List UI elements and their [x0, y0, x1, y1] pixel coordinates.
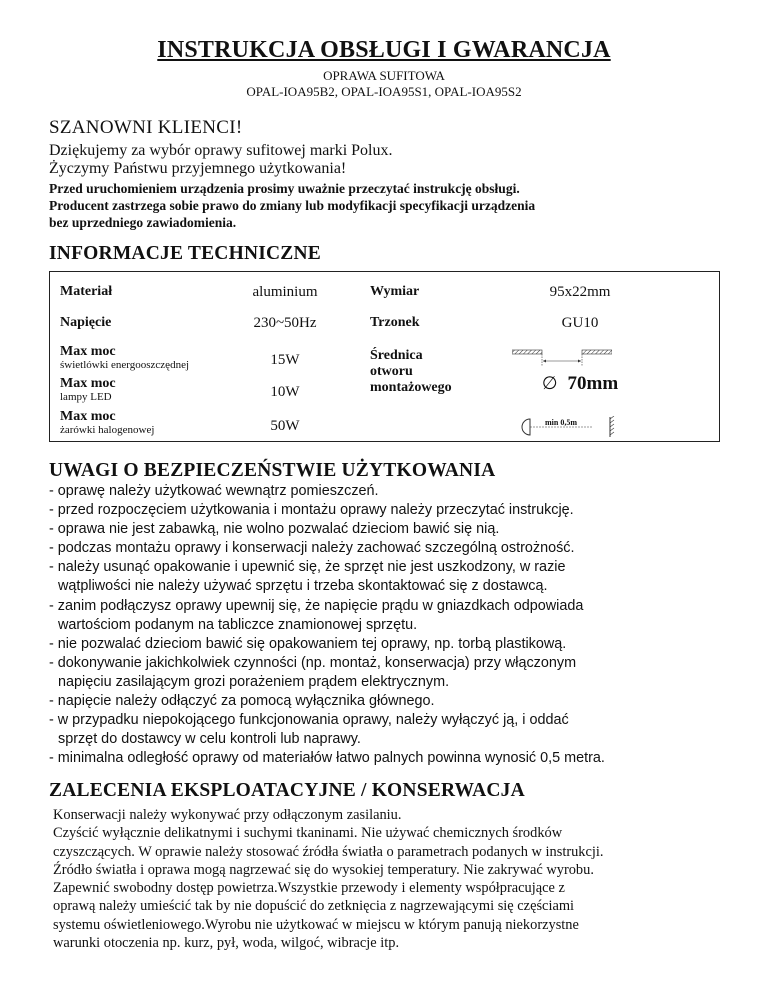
max-power-sub: żarówki halogenowej: [60, 424, 155, 436]
list-item: - podczas montażu oprawy i konserwacji należy zachować szczególną ostrożność.: [49, 540, 575, 557]
hole-label-line: otworu: [370, 364, 413, 379]
material-label: Materiał: [60, 284, 113, 299]
list-item: - dokonywanie jakichkolwiek czynności (np. montaż, konserwacja) przy włączonym: [49, 654, 577, 671]
list-item: - przed rozpoczęciem użytkowania i montażu oprawy należy przeczytać instrukcję.: [49, 502, 574, 519]
socket-value: GU10: [561, 315, 599, 331]
note-line: Producent zastrzega sobie prawo do zmiany lub modyfikacji specyfikacji urządzenia: [49, 198, 536, 213]
dimension-label: Wymiar: [370, 284, 420, 299]
maintenance-text: [53, 806, 753, 952]
paragraph-line: Konserwacji należy wykonywać przy odłączonym zasilaniu.: [53, 807, 402, 823]
max-power-led: [60, 377, 116, 403]
max-power-sub: lampy LED: [60, 391, 112, 403]
max-power-label: Max moc: [60, 344, 116, 359]
list-item: napięciu zasilającym grozi porażeniem prądem elektrycznym.: [58, 673, 450, 690]
list-item: - napięcie należy odłączyć za pomocą wyłącznika głównego.: [49, 693, 435, 710]
important-note: [49, 180, 729, 231]
list-item: - minimalna odległość oprawy od materiałów łatwo palnych powinna wynosić 0,5 metra.: [49, 750, 605, 767]
page-title: INSTRUKCJA OBSŁUGI I GWARANCJA: [157, 37, 611, 63]
list-item: - oprawa nie jest zabawką, nie wolno pozwalać dzieciom bawić się nią.: [49, 521, 500, 538]
max-power-label: Max moc: [60, 376, 116, 391]
tech-heading: INFORMACJE TECHNICZNE: [49, 243, 321, 264]
max-power-cfl-value: 15W: [270, 352, 300, 368]
max-power-cfl: [60, 345, 189, 371]
voltage-value: 230~50Hz: [253, 315, 317, 331]
max-power-halogen: [60, 410, 154, 436]
list-item: sprzęt do dostawcy w celu kontroli lub naprawy.: [58, 731, 361, 748]
list-item: wartościom podanym na tabliczce znamionowej sprzętu.: [58, 616, 418, 633]
list-item: - nie pozwalać dzieciom bawić się opakowaniem tej oprawy, np. torbą plastikową.: [49, 635, 567, 652]
note-line: Przed uruchomieniem urządzenia prosimy uważnie przeczytać instrukcję obsługi.: [49, 181, 520, 196]
maintenance-heading: ZALECENIA EKSPLOATACYJNE / KONSERWACJA: [49, 780, 525, 801]
list-item: - oprawę należy użytkować wewnątrz pomieszczeń.: [49, 483, 379, 499]
hole-diameter-label: [370, 348, 452, 396]
paragraph-line: systemu oświetleniowego.Wyrobu nie użytkować w miejscu w którym panują niekorzystne: [53, 916, 579, 933]
paragraph-line: oprawą należy umieścić tak by nie dopuścić do zetknięcia z nagrzewającymi się częściami: [53, 898, 575, 915]
ceiling-hole-icon: [512, 348, 612, 368]
wish-line: Życzymy Państwu przyjemnego użytkowania!: [49, 160, 347, 177]
material-value: aluminium: [252, 284, 318, 300]
greeting: SZANOWNI KLIENCI!: [49, 117, 243, 138]
distance-note: min 0,5m: [545, 418, 577, 427]
list-item: - zanim podłączysz oprawy upewnij się, że napięcie prądu w gniazdkach odpowiada: [49, 597, 584, 614]
max-power-sub: świetlówki energooszczędnej: [60, 359, 190, 371]
paragraph-line: Zapewnić swobodny dostęp powietrza.Wszystkie przewody i elementy współpracujące z: [53, 880, 565, 897]
dimension-value: 95x22mm: [549, 284, 611, 300]
list-item: wątpliwości nie należy używać sprzętu i trzeba skontaktować się z dostawcą.: [58, 578, 548, 595]
list-item: - należy usunąć opakowanie i upewnić się, że sprzęt nie jest uszkodzony, w razie: [49, 559, 566, 576]
paragraph-line: warunki otoczenia np. kurz, pył, woda, wilgoć, wibracje itp.: [53, 935, 400, 952]
list-item: - w przypadku niepokojącego funkcjonowania oprawy, należy wyłączyć ją, i oddać: [49, 712, 569, 729]
tech-table: [49, 271, 720, 442]
paragraph-line: Źródło światła i oprawa mogą nagrzewać się do wysokiej temperatury. Nie zakrywać wyrobu.: [53, 861, 594, 878]
max-power-halogen-value: 50W: [270, 418, 300, 434]
thanks-line: Dziękujemy za wybór oprawy sufitowej marki Polux.: [49, 142, 393, 159]
product-models: OPAL-IOA95B2, OPAL-IOA95S1, OPAL-IOA95S2: [246, 84, 522, 99]
safety-heading: UWAGI O BEZPIECZEŃSTWIE UŻYTKOWANIA: [49, 460, 496, 481]
max-power-label: Max moc: [60, 409, 116, 424]
max-power-led-value: 10W: [270, 384, 300, 400]
safety-list: [49, 482, 749, 768]
socket-label: Trzonek: [370, 315, 420, 330]
hole-diameter-value: [505, 373, 655, 395]
hole-diameter-number: 70mm: [567, 373, 619, 394]
diameter-symbol: ∅: [541, 373, 558, 393]
hole-label-line: montażowego: [370, 380, 452, 395]
paragraph-line: Czyścić wyłącznie delikatnymi i suchymi tkaninami. Nie używać chemicznych środków: [53, 825, 563, 842]
paragraph-line: czyszczących. W oprawie należy stosować źródła światła o parametrach podanych w instrukcji.: [53, 843, 604, 860]
hole-label-line: Średnica: [370, 348, 423, 363]
note-line: bez uprzedniego zawiadomienia.: [49, 215, 237, 230]
voltage-label: Napięcie: [60, 315, 112, 330]
product-type: OPRAWA SUFITOWA: [323, 68, 445, 83]
